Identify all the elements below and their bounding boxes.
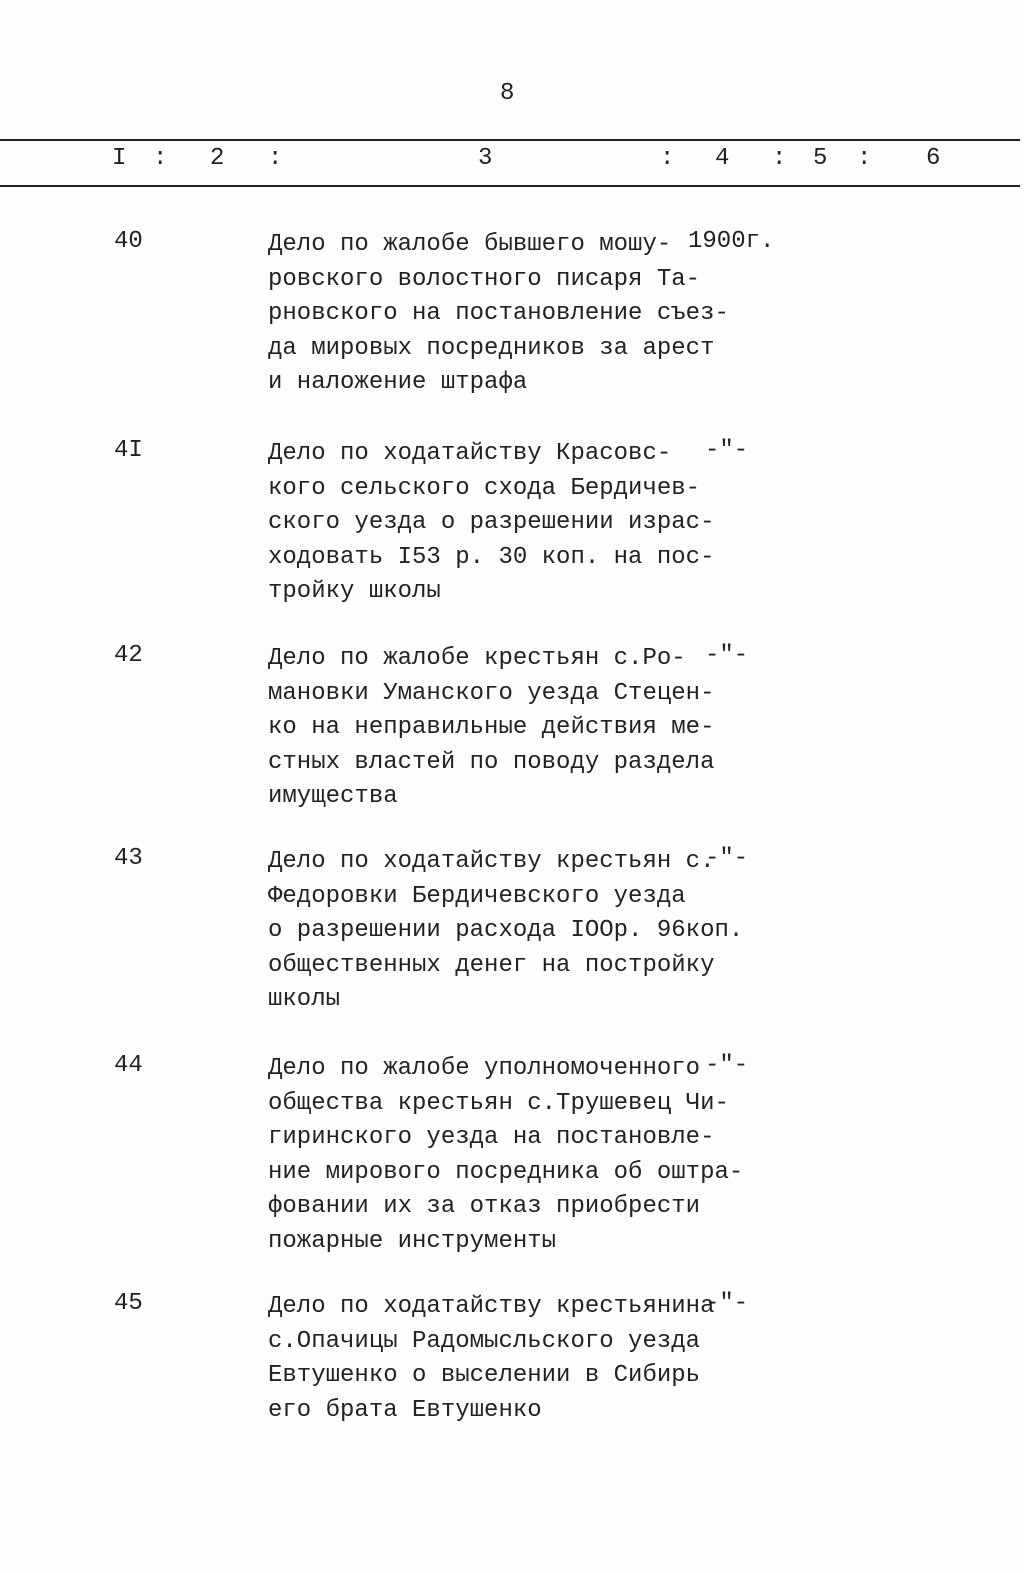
description-line: да мировых посредников за арест — [268, 334, 715, 362]
entry-number: 43 — [114, 845, 143, 872]
header-separator: : — [268, 145, 283, 172]
entry-description — [268, 1052, 743, 1259]
description-line: с.Опачицы Радомысльского уезда — [268, 1327, 701, 1355]
description-line: Евтушенко о выселении в Сибирь — [268, 1362, 701, 1389]
description-line: ходовать I53 р. 30 коп. на пос- — [268, 543, 715, 571]
header-top-rule — [0, 139, 1020, 141]
description-line: фовании их за отказ приобрести — [268, 1193, 701, 1220]
description-line: пожарные инструменты — [268, 1227, 557, 1255]
entry-date: -"- — [705, 437, 749, 464]
header-separator: : — [153, 145, 168, 172]
description-line: мановки Уманского уезда Стецен- — [268, 679, 715, 707]
entry-number: 45 — [114, 1290, 143, 1317]
header-col-1: I — [112, 145, 127, 172]
description-line: рновского на постановление съез- — [268, 300, 729, 327]
description-line: Дело по ходатайству крестьян с. — [268, 848, 715, 875]
description-line: Дело по жалобе крестьян с.Ро- — [268, 645, 686, 672]
header-bottom-rule — [0, 185, 1020, 187]
description-line: Дело по ходатайству крестьянина — [268, 1293, 715, 1320]
description-line: имущества — [268, 783, 398, 810]
entry-number: 4I — [114, 437, 143, 464]
header-col-6: 6 — [926, 145, 941, 172]
entry-number: 42 — [114, 642, 143, 669]
description-line: ровского волостного писаря Та- — [268, 265, 701, 293]
description-line: школы — [268, 986, 341, 1013]
description-line: Федоровки Бердичевского уезда — [268, 882, 686, 910]
header-col-4: 4 — [715, 145, 730, 172]
description-line: кого сельского схода Бердичев- — [268, 474, 701, 502]
description-line: гиринского уезда на постановле- — [268, 1124, 715, 1151]
entry-date: -"- — [705, 845, 749, 872]
header-col-5: 5 — [813, 145, 828, 172]
entry-date: -"- — [705, 642, 749, 669]
entry-description — [268, 228, 729, 401]
description-line: тройку школы — [268, 578, 441, 605]
description-line: ние мирового посредника об оштра- — [268, 1158, 744, 1186]
header-separator: : — [857, 145, 872, 172]
description-line: общества крестьян с.Трушевец Чи- — [268, 1089, 729, 1117]
description-line: и наложение штрафа — [268, 369, 528, 396]
description-line: Дело по жалобе бывшего мошу- — [268, 231, 672, 258]
entry-description — [268, 1290, 714, 1428]
description-line: общественных денег на постройку — [268, 951, 715, 979]
header-col-2: 2 — [210, 145, 225, 172]
entry-date: -"- — [705, 1290, 749, 1317]
header-separator: : — [660, 145, 675, 172]
header-separator: : — [772, 145, 787, 172]
description-line: ко на неправильные действия ме- — [268, 714, 715, 741]
entry-description — [268, 437, 714, 610]
description-line: стных властей по поводу раздела — [268, 748, 715, 776]
description-line: Дело по жалобе уполномоченного — [268, 1055, 701, 1082]
entry-number: 44 — [114, 1052, 143, 1079]
page-number: 8 — [500, 80, 515, 107]
entry-description — [268, 642, 714, 815]
entry-date: -"- — [705, 1052, 749, 1079]
description-line: о разрешении расхода IOOр. 96коп. — [268, 917, 744, 944]
entry-description — [268, 845, 743, 1018]
header-col-3: 3 — [478, 145, 493, 172]
entry-number: 40 — [114, 228, 143, 255]
description-line: Дело по ходатайству Красовс- — [268, 440, 672, 467]
description-line: его брата Евтушенко — [268, 1396, 542, 1424]
entry-date: 1900г. — [688, 228, 775, 255]
description-line: ского уезда о разрешении израс- — [268, 509, 715, 536]
